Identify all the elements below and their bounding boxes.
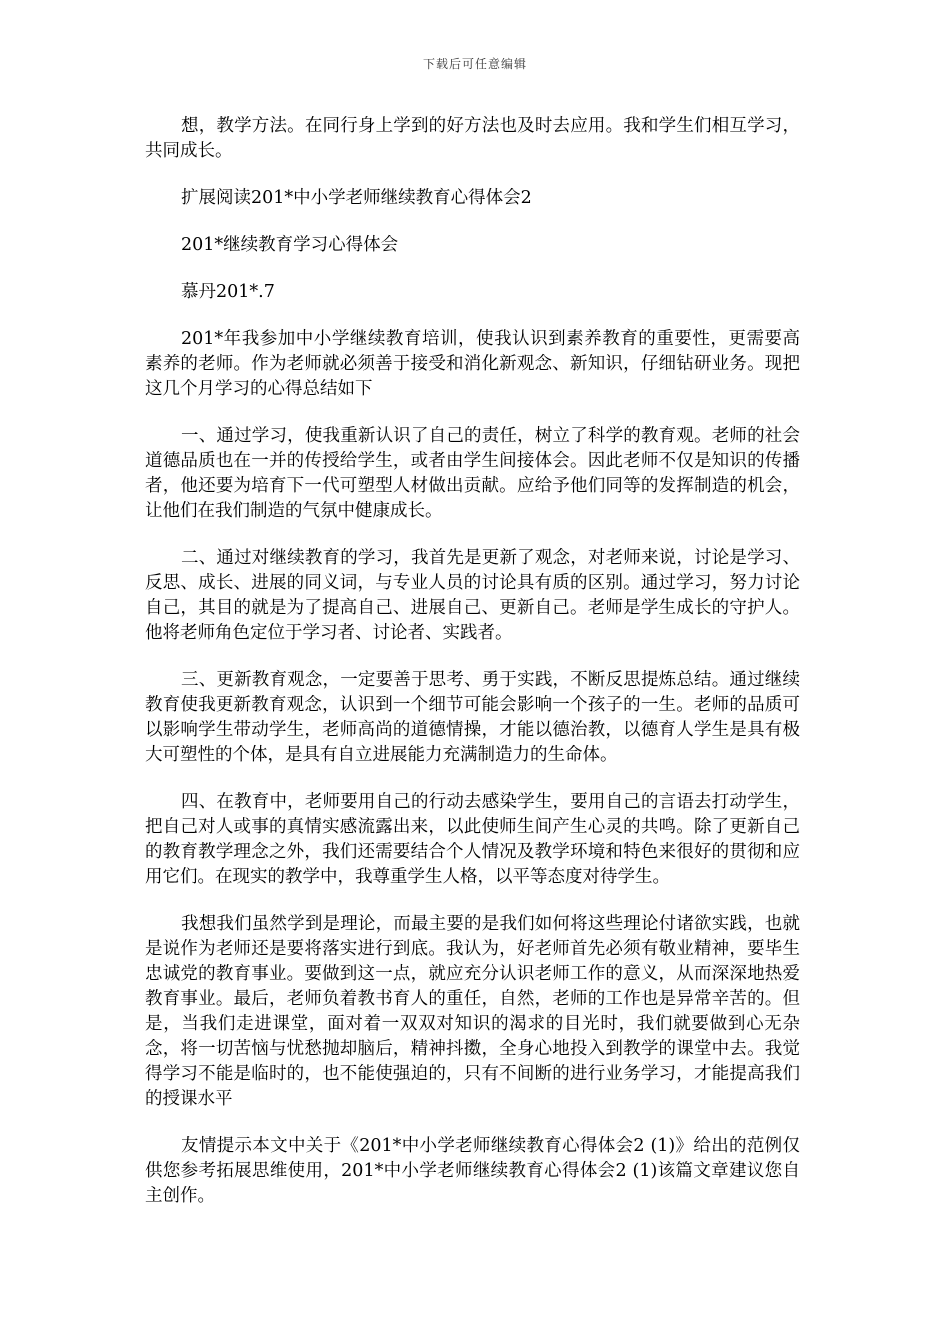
paragraph-intro-continuation: 想，教学方法。在同行身上学到的好方法也及时去应用。我和学生们相互学习，共同成长。 bbox=[145, 116, 800, 161]
paragraph-opening: 201*年我参加中小学继续教育培训，使我认识到素养教育的重要性，更需要高素养的老师。作为老师就必须善于接受和消化新观念、新知识，仔细钻研业务。现把这几个月学习的心得总结如下 bbox=[145, 329, 800, 399]
paragraph-point-four: 四、在教育中，老师要用自己的行动去感染学生，要用自己的言语去打动学生，把自己对人或事的真情实感流露出来，以此使师生间产生心灵的共鸣。除了更新自己的教育教学理念之外，我们还需要结合个人情况及教学环境和特色来很好的贯彻和应用它们。在现实的教学中，我尊重学生人格，以平等态度对待学生。 bbox=[145, 792, 800, 887]
paragraph-point-two: 二、通过对继续教育的学习，我首先是更新了观念，对老师来说，讨论是学习、反思、成长、进展的同义词，与专业人员的讨论具有质的区别。通过学习，努力讨论自己，其目的就是为了提高自己、进展自己、更新自己。老师是学生成长的守护人。他将老师角色定位于学习者、讨论者、实践者。 bbox=[145, 548, 800, 643]
document-body bbox=[145, 114, 800, 1231]
header-note: 下载后可任意编辑 bbox=[422, 57, 527, 71]
paragraph-point-three: 三、更新教育观念，一定要善于思考、勇于实践，不断反思提炼总结。通过继续教育使我更新教育观念，认识到一个细节可能会影响一个孩子的一生。老师的品质可以影响学生带动学生，老师高尚的道德情操，才能以德治教，以德育人学生是具有极大可塑性的个体，是具有自立进展能力充满制造力的生命体。 bbox=[145, 670, 800, 765]
paragraph-point-one: 一、通过学习，使我重新认识了自己的责任，树立了科学的教育观。老师的社会道德品质也在一并的传授给学生，或者由学生间接体会。因此老师不仅是知识的传播者，他还要为培育下一代可塑型人材做出贡献。应给予他们同等的发挥制造的机会，让他们在我们制造的气氛中健康成长。 bbox=[145, 426, 800, 521]
paragraph-friendly-tip: 友情提示本文中关于《201*中小学老师继续教育心得体会2 (1)》给出的范例仅供您参考拓展思维使用，201*中小学老师继续教育心得体会2 (1)该篇文章建议您自主创作。 bbox=[145, 1136, 800, 1206]
paragraph-author-date: 慕丹201*.7 bbox=[181, 282, 275, 302]
paragraph-extended-reading-title: 扩展阅读201*中小学老师继续教育心得体会2 bbox=[181, 188, 532, 208]
paragraph-article-title: 201*继续教育学习心得体会 bbox=[181, 235, 399, 255]
paragraph-conclusion: 我想我们虽然学到是理论，而最主要的是我们如何将这些理论付诸欲实践，也就是说作为老师还是要将落实进行到底。我认为，好老师首先必须有敬业精神，要毕生忠诚党的教育事业。要做到这一点，就应充分认识老师工作的意义，从而深深地热爱教育事业。最后，老师负着教书育人的重任，自然，老师的工作也是异常辛苦的。但是，当我们走进课堂，面对着一双双对知识的渴求的目光时，我们就要做到心无杂念，将一切苦恼与忧愁抛却脑后，精神抖擞，全身心地投入到教学的课堂中去。我觉得学习不能是临时的，也不能使强迫的，只有不间断的进行业务学习，才能提高我们的授课水平 bbox=[145, 914, 800, 1109]
